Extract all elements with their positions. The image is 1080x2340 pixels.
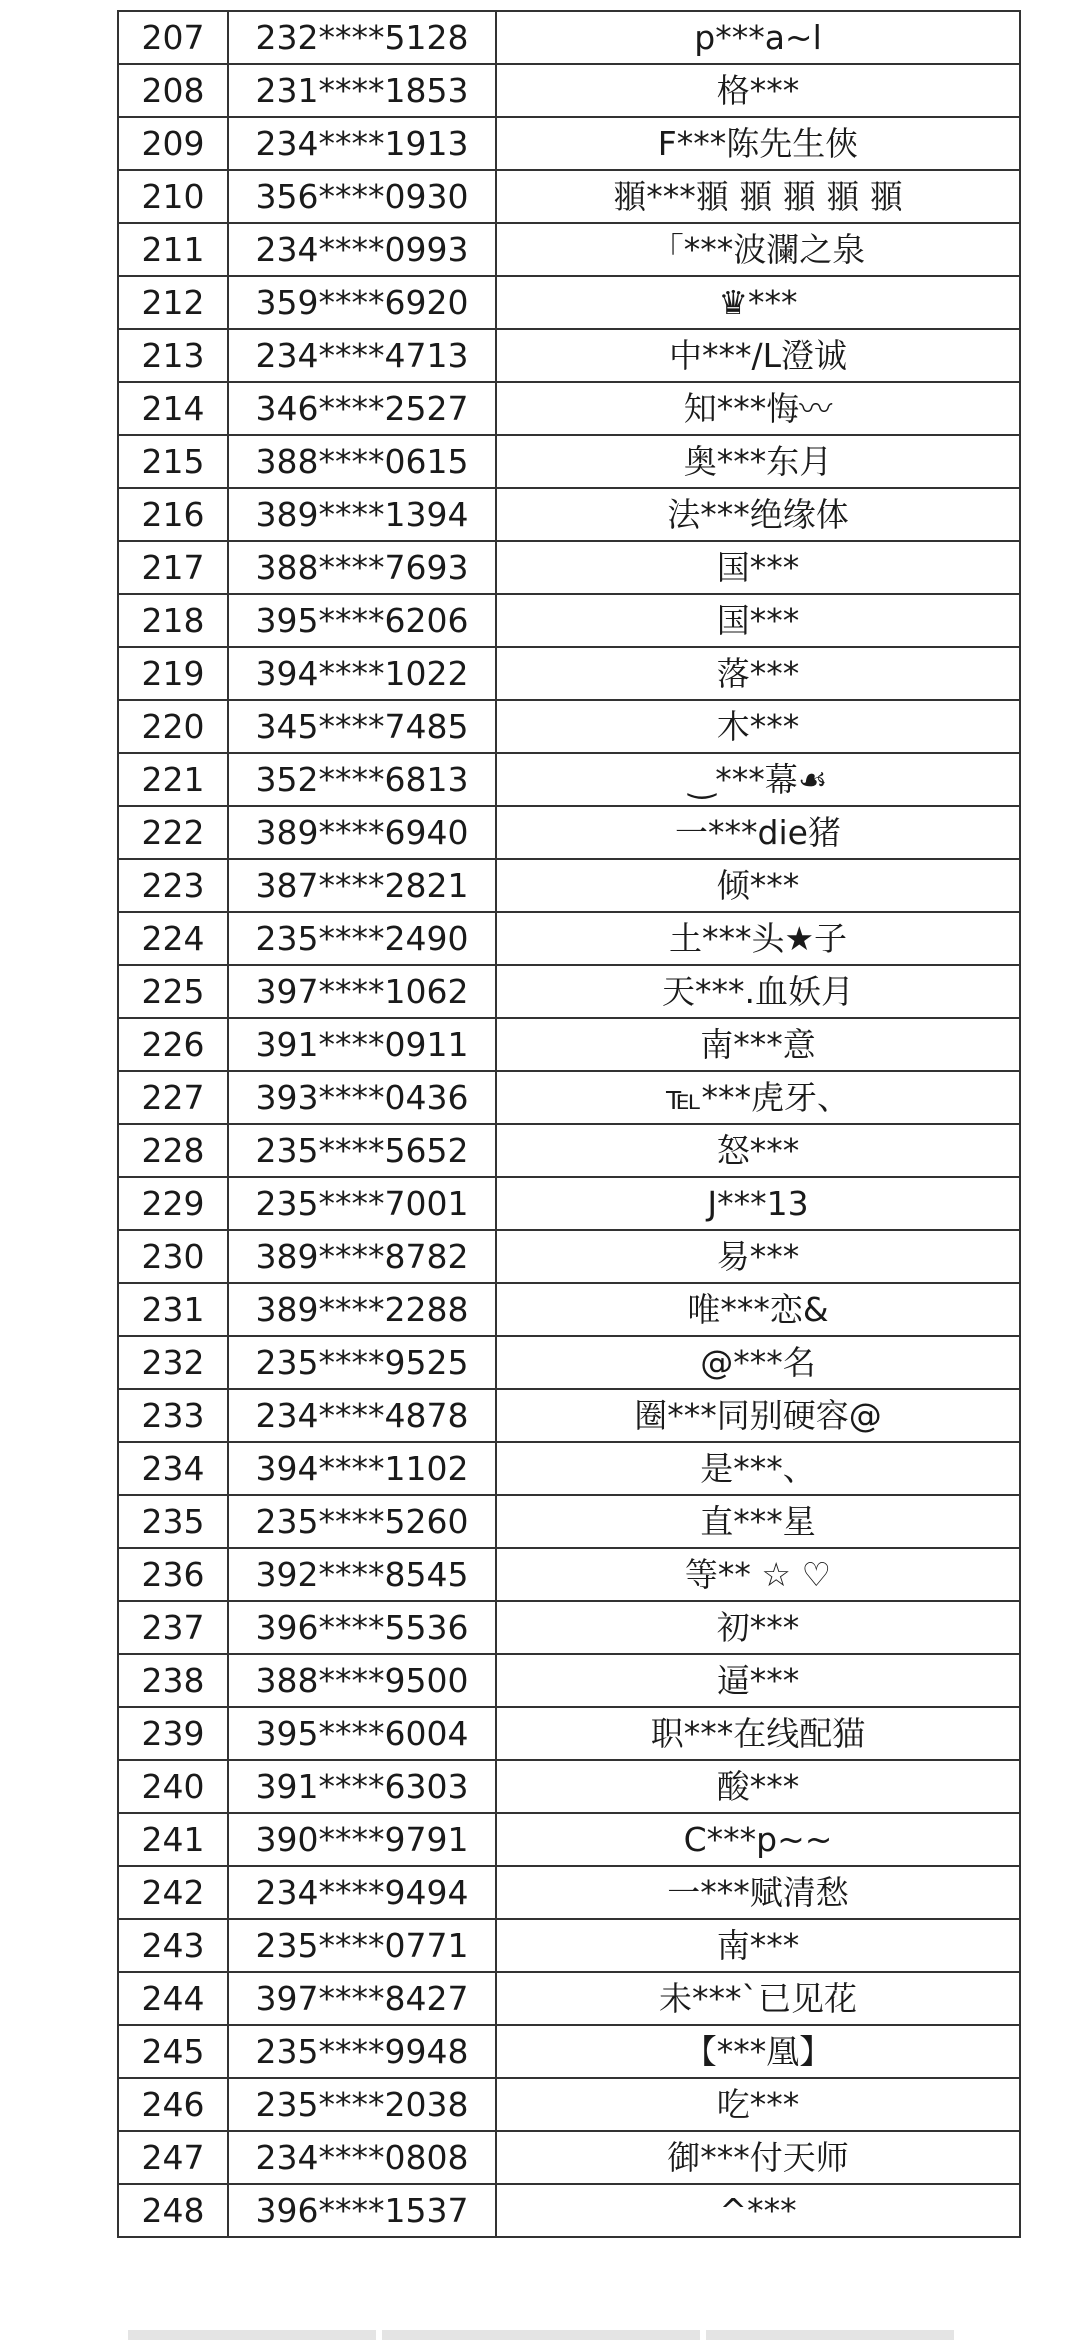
- row-number-cell: 235: [118, 1495, 228, 1548]
- bottom-strip-middle: [382, 2330, 700, 2340]
- masked-id-cell: 234****0993: [228, 223, 496, 276]
- masked-id-cell: 397****8427: [228, 1972, 496, 2025]
- table-row: [118, 541, 1020, 594]
- masked-id-cell: 356****0930: [228, 170, 496, 223]
- row-number-cell: 209: [118, 117, 228, 170]
- masked-name-cell: 酸***: [496, 1760, 1020, 1813]
- masked-name-cell: 直***星: [496, 1495, 1020, 1548]
- table-row: [118, 276, 1020, 329]
- row-number-cell: 211: [118, 223, 228, 276]
- winner-list-table: [117, 10, 1021, 2238]
- masked-name-cell: 落***: [496, 647, 1020, 700]
- masked-id-cell: 235****5260: [228, 1495, 496, 1548]
- row-number-cell: 248: [118, 2184, 228, 2237]
- table-row: [118, 1177, 1020, 1230]
- masked-id-cell: 388****0615: [228, 435, 496, 488]
- row-number-cell: 219: [118, 647, 228, 700]
- masked-name-cell: 土***头★子: [496, 912, 1020, 965]
- row-number-cell: 218: [118, 594, 228, 647]
- masked-id-cell: 393****0436: [228, 1071, 496, 1124]
- masked-name-cell: 初***: [496, 1601, 1020, 1654]
- masked-id-cell: 359****6920: [228, 276, 496, 329]
- masked-name-cell: 法***绝缘体: [496, 488, 1020, 541]
- masked-id-cell: 234****4713: [228, 329, 496, 382]
- masked-id-cell: 389****6940: [228, 806, 496, 859]
- masked-id-cell: 389****2288: [228, 1283, 496, 1336]
- table-row: [118, 435, 1020, 488]
- row-number-cell: 234: [118, 1442, 228, 1495]
- masked-id-cell: 397****1062: [228, 965, 496, 1018]
- masked-id-cell: 395****6004: [228, 1707, 496, 1760]
- table-row: [118, 11, 1020, 64]
- table-row: [118, 1230, 1020, 1283]
- row-number-cell: 239: [118, 1707, 228, 1760]
- row-number-cell: 210: [118, 170, 228, 223]
- row-number-cell: 215: [118, 435, 228, 488]
- masked-id-cell: 235****0771: [228, 1919, 496, 1972]
- table-row: [118, 700, 1020, 753]
- masked-id-cell: 396****1537: [228, 2184, 496, 2237]
- row-number-cell: 232: [118, 1336, 228, 1389]
- masked-name-cell: 是***、: [496, 1442, 1020, 1495]
- masked-name-cell: ^***: [496, 2184, 1020, 2237]
- table-row: [118, 1336, 1020, 1389]
- masked-id-cell: 389****8782: [228, 1230, 496, 1283]
- masked-id-cell: 235****9948: [228, 2025, 496, 2078]
- row-number-cell: 224: [118, 912, 228, 965]
- masked-name-cell: F***陈先生俠: [496, 117, 1020, 170]
- masked-name-cell: 「***波瀾之泉: [496, 223, 1020, 276]
- row-number-cell: 214: [118, 382, 228, 435]
- masked-id-cell: 345****7485: [228, 700, 496, 753]
- masked-id-cell: 235****2038: [228, 2078, 496, 2131]
- table-row: [118, 912, 1020, 965]
- table-row: [118, 2078, 1020, 2131]
- table-row: [118, 806, 1020, 859]
- masked-name-cell: J***13: [496, 1177, 1020, 1230]
- table-row: [118, 1654, 1020, 1707]
- masked-name-cell: 木***: [496, 700, 1020, 753]
- table-row: [118, 1548, 1020, 1601]
- row-number-cell: 236: [118, 1548, 228, 1601]
- table-row: [118, 859, 1020, 912]
- table-row: [118, 1124, 1020, 1177]
- row-number-cell: 244: [118, 1972, 228, 2025]
- masked-name-cell: 国***: [496, 541, 1020, 594]
- table-row: [118, 1389, 1020, 1442]
- masked-name-cell: ℡***虎牙、: [496, 1071, 1020, 1124]
- table-row: [118, 965, 1020, 1018]
- masked-name-cell: 南***意: [496, 1018, 1020, 1071]
- masked-name-cell: @***名: [496, 1336, 1020, 1389]
- masked-name-cell: 御***付天师: [496, 2131, 1020, 2184]
- table-row: [118, 1707, 1020, 1760]
- row-number-cell: 207: [118, 11, 228, 64]
- masked-name-cell: 国***: [496, 594, 1020, 647]
- table-row: [118, 1442, 1020, 1495]
- bottom-strip-left: [128, 2330, 376, 2340]
- table-row: [118, 2184, 1020, 2237]
- masked-name-cell: 一***赋清愁: [496, 1866, 1020, 1919]
- row-number-cell: 226: [118, 1018, 228, 1071]
- masked-name-cell: 怒***: [496, 1124, 1020, 1177]
- table-row: [118, 647, 1020, 700]
- table-row: [118, 64, 1020, 117]
- masked-id-cell: 392****8545: [228, 1548, 496, 1601]
- row-number-cell: 246: [118, 2078, 228, 2131]
- table-body: [118, 11, 1020, 2237]
- masked-id-cell: 234****4878: [228, 1389, 496, 1442]
- masked-name-cell: 吃***: [496, 2078, 1020, 2131]
- table-row: [118, 594, 1020, 647]
- row-number-cell: 242: [118, 1866, 228, 1919]
- row-number-cell: 222: [118, 806, 228, 859]
- masked-name-cell: 南***: [496, 1919, 1020, 1972]
- table-row: [118, 2025, 1020, 2078]
- masked-name-cell: ♛***: [496, 276, 1020, 329]
- table-row: [118, 2131, 1020, 2184]
- masked-name-cell: 格***: [496, 64, 1020, 117]
- table-row: [118, 1919, 1020, 1972]
- table-row: [118, 1972, 1020, 2025]
- masked-name-cell: 唯***恋&: [496, 1283, 1020, 1336]
- row-number-cell: 243: [118, 1919, 228, 1972]
- table-row: [118, 1495, 1020, 1548]
- row-number-cell: 233: [118, 1389, 228, 1442]
- table-row: [118, 382, 1020, 435]
- masked-name-cell: 奥***东月: [496, 435, 1020, 488]
- masked-id-cell: 388****7693: [228, 541, 496, 594]
- masked-id-cell: 232****5128: [228, 11, 496, 64]
- row-number-cell: 241: [118, 1813, 228, 1866]
- row-number-cell: 238: [118, 1654, 228, 1707]
- masked-name-cell: ‿***幕☙: [496, 753, 1020, 806]
- masked-name-cell: 倾***: [496, 859, 1020, 912]
- table-row: [118, 753, 1020, 806]
- row-number-cell: 225: [118, 965, 228, 1018]
- masked-name-cell: 易***: [496, 1230, 1020, 1283]
- masked-id-cell: 234****1913: [228, 117, 496, 170]
- masked-id-cell: 396****5536: [228, 1601, 496, 1654]
- row-number-cell: 229: [118, 1177, 228, 1230]
- table-row: [118, 117, 1020, 170]
- masked-id-cell: 235****2490: [228, 912, 496, 965]
- masked-id-cell: 346****2527: [228, 382, 496, 435]
- row-number-cell: 247: [118, 2131, 228, 2184]
- row-number-cell: 245: [118, 2025, 228, 2078]
- table-row: [118, 1813, 1020, 1866]
- row-number-cell: 230: [118, 1230, 228, 1283]
- row-number-cell: 208: [118, 64, 228, 117]
- row-number-cell: 228: [118, 1124, 228, 1177]
- row-number-cell: 240: [118, 1760, 228, 1813]
- masked-id-cell: 388****9500: [228, 1654, 496, 1707]
- masked-name-cell: 职***在线配猫: [496, 1707, 1020, 1760]
- table-row: [118, 329, 1020, 382]
- table-row: [118, 1071, 1020, 1124]
- table-row: [118, 1018, 1020, 1071]
- masked-name-cell: 等** ☆ ♡: [496, 1548, 1020, 1601]
- masked-name-cell: 【***凰】: [496, 2025, 1020, 2078]
- row-number-cell: 231: [118, 1283, 228, 1336]
- masked-id-cell: 231****1853: [228, 64, 496, 117]
- masked-name-cell: 中***/L澄诚: [496, 329, 1020, 382]
- bottom-strip-right: [706, 2330, 954, 2340]
- row-number-cell: 212: [118, 276, 228, 329]
- masked-name-cell: 逼***: [496, 1654, 1020, 1707]
- masked-id-cell: 391****6303: [228, 1760, 496, 1813]
- table-row: [118, 170, 1020, 223]
- row-number-cell: 237: [118, 1601, 228, 1654]
- masked-name-cell: 圈***同别硬容@: [496, 1389, 1020, 1442]
- masked-name-cell: 天***.血妖月: [496, 965, 1020, 1018]
- row-number-cell: 216: [118, 488, 228, 541]
- masked-id-cell: 394****1102: [228, 1442, 496, 1495]
- row-number-cell: 227: [118, 1071, 228, 1124]
- masked-id-cell: 389****1394: [228, 488, 496, 541]
- masked-id-cell: 390****9791: [228, 1813, 496, 1866]
- masked-id-cell: 235****5652: [228, 1124, 496, 1177]
- table-row: [118, 1283, 1020, 1336]
- masked-id-cell: 234****9494: [228, 1866, 496, 1919]
- masked-name-cell: 一***die猪: [496, 806, 1020, 859]
- masked-name-cell: 未***`已见花: [496, 1972, 1020, 2025]
- table-row: [118, 1866, 1020, 1919]
- row-number-cell: 213: [118, 329, 228, 382]
- masked-id-cell: 387****2821: [228, 859, 496, 912]
- masked-id-cell: 395****6206: [228, 594, 496, 647]
- table-row: [118, 1601, 1020, 1654]
- masked-id-cell: 234****0808: [228, 2131, 496, 2184]
- row-number-cell: 221: [118, 753, 228, 806]
- table-row: [118, 1760, 1020, 1813]
- masked-id-cell: 235****9525: [228, 1336, 496, 1389]
- masked-id-cell: 391****0911: [228, 1018, 496, 1071]
- row-number-cell: 220: [118, 700, 228, 753]
- masked-name-cell: C***p~~: [496, 1813, 1020, 1866]
- table-row: [118, 488, 1020, 541]
- masked-name-cell: p***a~l: [496, 11, 1020, 64]
- table-row: [118, 223, 1020, 276]
- row-number-cell: 223: [118, 859, 228, 912]
- masked-name-cell: 知***悔〰: [496, 382, 1020, 435]
- masked-id-cell: 352****6813: [228, 753, 496, 806]
- masked-id-cell: 235****7001: [228, 1177, 496, 1230]
- masked-name-cell: 頨***頨 頨 頨 頨 頨: [496, 170, 1020, 223]
- masked-id-cell: 394****1022: [228, 647, 496, 700]
- row-number-cell: 217: [118, 541, 228, 594]
